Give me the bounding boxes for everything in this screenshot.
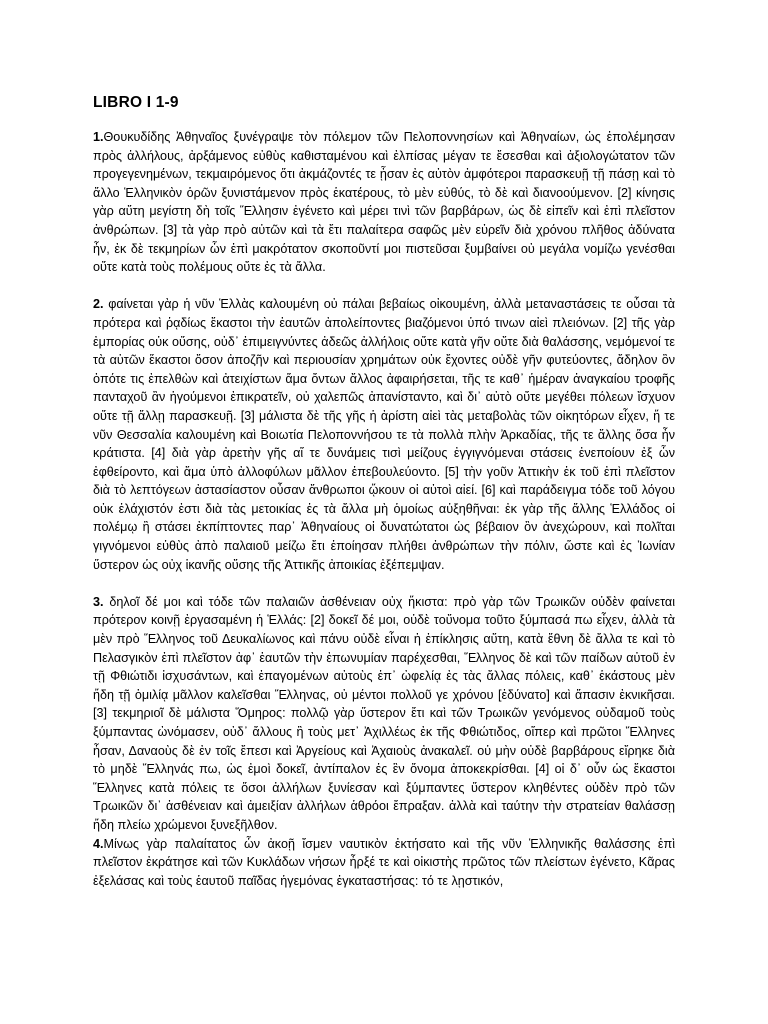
paragraph-text: δηλοῖ δέ μοι καὶ τόδε τῶν παλαιῶν ἀσθένειαν οὐχ ἥκιστα: πρὸ γὰρ τῶν Τρωικῶν οὐδὲν φαίνεται πρότερον κοινῇ ἐργασαμένη ἡ Ἑλλάς: [2] δοκεῖ δέ μοι, οὐδὲ τοὔνομα τοῦτο ξύμπασά πω εἶχεν, ἀλλὰ τὰ μὲν πρὸ Ἕλληνος τοῦ Δευκαλίωνος καὶ πάνυ οὐδὲ εἶναι ἡ ἐπίκλησις αὕτη, κατὰ ἔθνη δὲ ἄλλα τε καὶ τὸ Πελασγικὸν ἐπὶ πλεῖστον ἀφ᾽ ἑαυτῶν τὴν ἐπωνυμίαν παρέχεσθαι, Ἕλληνος δὲ καὶ τῶν παίδων αὐτοῦ ἐν τῇ Φθιώτιδι ἰσχυσάντων, καὶ ἐπαγομένων αὐτοὺς ἐπ᾽ ὠφελίᾳ ἐς τὰς ἄλλας πόλεις, καθ᾽ ἑκάστους μὲν ἤδη τῇ ὁμιλίᾳ μᾶλλον καλεῖσθαι Ἕλληνας, οὐ μέντοι πολλοῦ γε χρόνου [ἐδύνατο] καὶ ἅπασιν ἐκνικῆσαι. [3] τεκμηριοῖ δὲ μάλιστα Ὅμηρος: πολλῷ γὰρ ὕστερον ἔτι καὶ τῶν Τρωικῶν γενόμενος οὐδαμοῦ τοὺς ξύμπαντας ὠνόμασεν, οὐδ᾽ ἄλλους ἢ τοὺς μετ᾽ Ἀχιλλέως ἐκ τῆς Φθιώτιδος, οἵπερ καὶ πρῶτοι Ἕλληνες ἦσαν, Δαναοὺς δὲ ἐν τοῖς ἔπεσι καὶ Ἀργείους καὶ Ἀχαιοὺς ἀνακαλεῖ. οὐ μὴν οὐδὲ βαρβάρους εἴρηκε διὰ τὸ μηδὲ Ἕλληνάς πω, ὡς ἐμοὶ δοκεῖ, ἀντίπαλον ἐς ἓν ὄνομα ἀποκεκρίσθαι. [4] οἱ δ᾽ οὖν ὡς ἕκαστοι Ἕλληνες κατὰ πόλεις τε ὅσοι ἀλλήλων ξυνίεσαν καὶ ξύμπαντες ὕστερον κληθέντες οὐδὲν πρὸ τῶν Τρωικῶν δι᾽ ἀσθένειαν καὶ ἀμειξίαν ἀλλήλων ἁθρόοι ἔπραξαν. ἀλλὰ καὶ ταύτην τὴν στρατείαν θαλάσσῃ ἤδη πλείω χρώμενοι ξυνεξῆλθον. bbox=[93, 594, 675, 832]
document-body bbox=[93, 128, 675, 890]
paragraph-text: Μίνως γὰρ παλαίτατος ὧν ἀκοῇ ἴσμεν ναυτικὸν ἐκτήσατο καὶ τῆς νῦν Ἑλληνικῆς θαλάσσης ἐπὶ πλεῖστον ἐκράτησε καὶ τῶν Κυκλάδων νήσων ἦρξέ τε καὶ οἰκιστὴς πρῶτος τῶν πλείστων ἐγένετο, Κᾶρας ἐξελάσας καὶ τοὺς ἑαυτοῦ παῖδας ἡγεμόνας ἐγκαταστήσας: τό τε λῃστικόν, bbox=[93, 836, 675, 888]
paragraph-number: 4. bbox=[93, 836, 104, 851]
paragraph-1 bbox=[93, 128, 675, 277]
paragraph-3 bbox=[93, 593, 675, 835]
paragraph-text: φαίνεται γὰρ ἡ νῦν Ἑλλὰς καλουμένη οὐ πάλαι βεβαίως οἰκουμένη, ἀλλὰ μεταναστάσεις τε οὖσαι τὰ πρότερα καὶ ῥᾳδίως ἕκαστοι τὴν ἑαυτῶν ἀπολείποντες βιαζόμενοι ὑπό τινων αἰεὶ πλειόνων. [2] τῆς γὰρ ἐμπορίας οὐκ οὔσης, οὐδ᾽ ἐπιμειγνύντες ἀδεῶς ἀλλήλοις οὔτε κατὰ γῆν οὔτε διὰ θαλάσσης, νεμόμενοί τε τὰ αὑτῶν ἕκαστοι ὅσον ἀποζῆν καὶ περιουσίαν χρημάτων οὐκ ἔχοντες οὐδὲ γῆν φυτεύοντες, ἄδηλον ὂν ὁπότε τις ἐπελθὼν καὶ ἀτειχίστων ἅμα ὄντων ἄλλος ἀφαιρήσεται, τῆς τε καθ᾽ ἡμέραν ἀναγκαίου τροφῆς πανταχοῦ ἂν ἡγούμενοι ἐπικρατεῖν, οὐ χαλεπῶς ἀπανίσταντο, καὶ δι᾽ αὐτὸ οὔτε μεγέθει πόλεων ἴσχυον οὔτε τῇ ἄλλῃ παρασκευῇ. [3] μάλιστα δὲ τῆς γῆς ἡ ἀρίστη αἰεὶ τὰς μεταβολὰς τῶν οἰκητόρων εἶχεν, ἥ τε νῦν Θεσσαλία καλουμένη καὶ Βοιωτία Πελοποννήσου τε τὰ πολλὰ πλὴν Ἀρκαδίας, τῆς τε ἄλλης ὅσα ἦν κράτιστα. [4] διὰ γὰρ ἀρετὴν γῆς αἵ τε δυνάμεις τισὶ μείζους ἐγγιγνόμεναι στάσεις ἐνεποίουν ἐξ ὧν ἐφθείροντο, καὶ ἅμα ὑπὸ ἀλλοφύλων μᾶλλον ἐπεβουλεύοντο. [5] τὴν γοῦν Ἀττικὴν ἐκ τοῦ ἐπὶ πλεῖστον διὰ τὸ λεπτόγεων ἀστασίαστον οὖσαν ἄνθρωποι ᾤκουν οἱ αὐτοὶ αἰεί. [6] καὶ παράδειγμα τόδε τοῦ λόγου οὐκ ἐλάχιστόν ἐστι διὰ τὰς μετοικίας ἐς τὰ ἄλλα μὴ ὁμοίως αὐξηθῆναι: ἐκ γὰρ τῆς ἄλλης Ἑλλάδος οἱ πολέμῳ ἢ στάσει ἐκπίπτοντες παρ᾽ Ἀθηναίους οἱ δυνατώτατοι ὡς βέβαιον ὂν ἀνεχώρουν, καὶ πολῖται γιγνόμενοι εὐθὺς ἀπὸ παλαιοῦ μείζω ἔτι ἐποίησαν πλήθει ἀνθρώπων τὴν πόλιν, ὥστε καὶ ἐς Ἰωνίαν ὕστερον ὡς οὐχ ἱκανῆς οὔσης τῆς Ἀττικῆς ἀποικίας ἐξέπεμψαν. bbox=[93, 297, 675, 572]
paragraph-number: 1. bbox=[93, 130, 104, 144]
paragraph-4 bbox=[93, 835, 675, 891]
document-page bbox=[93, 0, 675, 1024]
paragraph-number: 2. bbox=[93, 297, 104, 312]
paragraph-number: 3. bbox=[93, 594, 104, 609]
document-title: LIBRO I 1-9 bbox=[93, 94, 179, 111]
paragraph-2 bbox=[93, 295, 675, 574]
paragraph-text: Θουκυδίδης Ἀθηναῖος ξυνέγραψε τὸν πόλεμον τῶν Πελοποννησίων καὶ Ἀθηναίων, ὡς ἐπολέμησαν πρὸς ἀλλήλους, ἀρξάμενος εὐθὺς καθισταμένου καὶ ἐλπίσας μέγαν τε ἔσεσθαι καὶ ἀξιολογώτατον τῶν προγεγενημένων, τεκμαιρόμενος ὅτι ἀκμάζοντές τε ᾖσαν ἐς αὐτὸν ἀμφότεροι παρασκευῇ τῇ πάσῃ καὶ τὸ ἄλλο Ἑλληνικὸν ὁρῶν ξυνιστάμενον πρὸς ἑκατέρους, τὸ μὲν εὐθύς, τὸ δὲ καὶ διανοούμενον. [2] κίνησις γὰρ αὕτη μεγίστη δὴ τοῖς Ἕλλησιν ἐγένετο καὶ μέρει τινὶ τῶν βαρβάρων, ὡς δὲ εἰπεῖν καὶ ἐπὶ πλεῖστον ἀνθρώπων. [3] τὰ γὰρ πρὸ αὐτῶν καὶ τὰ ἔτι παλαίτερα σαφῶς μὲν εὑρεῖν διὰ χρόνου πλῆθος ἀδύνατα ἦν, ἐκ δὲ τεκμηρίων ὧν ἐπὶ μακρότατον σκοποῦντί μοι πιστεῦσαι ξυμβαίνει οὐ μεγάλα νομίζω γενέσθαι οὔτε κατὰ τοὺς πολέμους οὔτε ἐς τὰ ἄλλα. bbox=[93, 130, 675, 275]
